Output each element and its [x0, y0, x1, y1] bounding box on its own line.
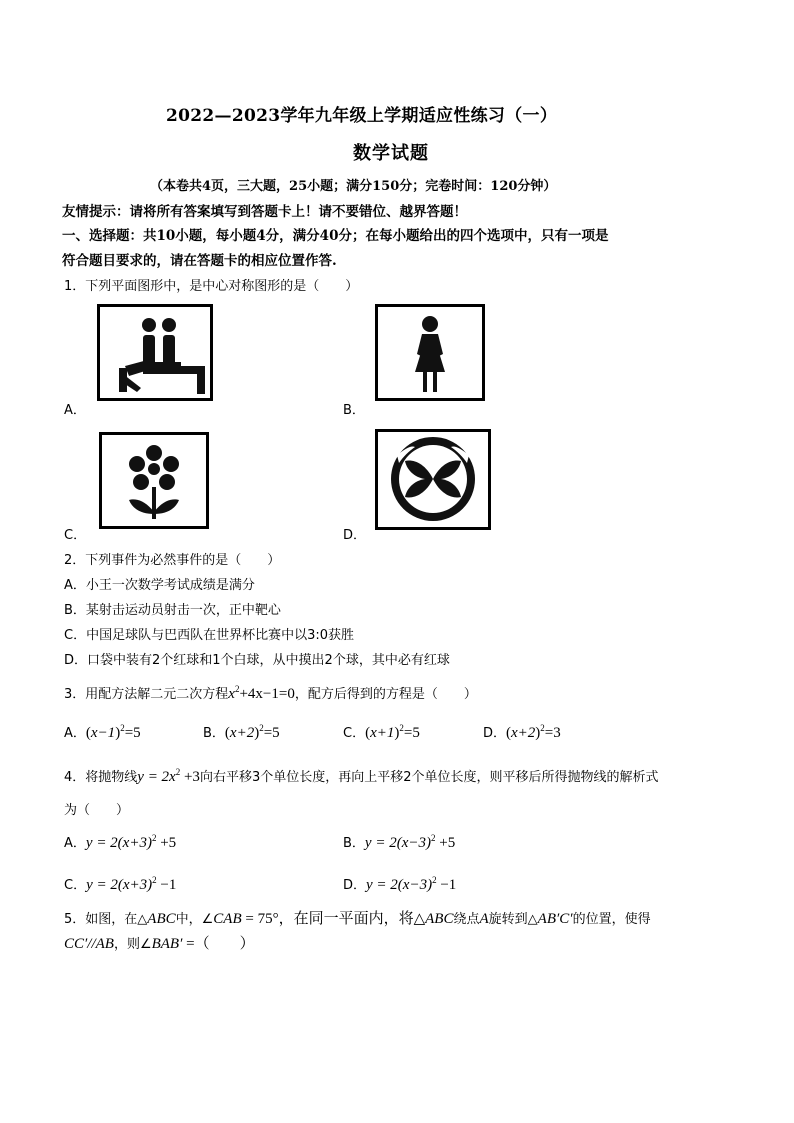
q4-option-b: B．$y = 2(x-3)^2 +5$	[343, 833, 456, 851]
q1-option-a-label: A．	[64, 403, 86, 418]
exam-subject: 数学试题	[353, 143, 429, 164]
q4-option-d: D．$y = 2(x-3)^2 -1$	[343, 875, 457, 893]
q1-option-c-label: C．	[64, 528, 87, 543]
q1-option-d-label: D．	[343, 528, 367, 543]
q5-line1: 5．如图，在△ABC中，∠CAB = 75°，在同一平面内，将△ABC绕点A旋转到△AB′C′的位置，使得	[64, 911, 651, 927]
q2-option-d: D．口袋中装有2个红球和1个白球，从中摸出2个球，其中必有红球	[64, 653, 450, 668]
q2-option-c: C．中国足球队与巴西队在世界杯比赛中以3:0获胜	[64, 628, 354, 643]
woman-symbol-icon	[375, 304, 485, 401]
flower-icon	[99, 432, 209, 529]
exam-title: 2022—2023学年九年级上学期适应性练习（一）	[166, 106, 558, 126]
q5-line2: CC′//AB，则∠BAB′ =（ ）	[64, 936, 255, 952]
circle-leaf-pattern-icon	[375, 429, 491, 530]
exam-info: （本卷共4页，三大题，25小题；满分150分；完卷时间：120分钟）	[150, 179, 557, 194]
q4-stem-line2: 为（ ）	[64, 803, 130, 818]
q3-option-a: A．$(x-1)^2=5$	[64, 723, 141, 741]
q3-option-b: B．$(x+2)^2=5$	[203, 723, 280, 741]
friendly-tip: 友情提示：请将所有答案填写到答题卡上！请不要错位、越界答题！	[62, 204, 467, 220]
people-on-bench-icon	[97, 304, 213, 401]
q4-option-c: C．$y = 2(x+3)^2 -1$	[64, 875, 177, 893]
q3-stem: 3．用配方法解二元二次方程$x^2+4x-1=0$，配方后得到的方程是（ ）	[64, 684, 477, 702]
q3-option-d: D．$(x+2)^2=3$	[483, 723, 561, 741]
q3-option-c: C．$(x+1)^2=5$	[343, 723, 420, 741]
q2-option-a: A．小王一次数学考试成绩是满分	[64, 578, 255, 593]
q4-stem: 4．将抛物线$y = 2x^2 +3$向右平移3个单位长度，再向上平移2个单位长度，则平移后所得抛物线的解析式	[64, 767, 659, 785]
q1-stem: 1．下列平面图形中，是中心对称图形的是（ ）	[64, 279, 359, 294]
q2-stem: 2．下列事件为必然事件的是（ ）	[64, 553, 281, 568]
q2-option-b: B．某射击运动员射击一次，正中靶心	[64, 603, 281, 618]
section1-line2: 符合题目要求的，请在答题卡的相应位置作答.	[62, 253, 337, 269]
q1-option-b-label: B．	[343, 403, 365, 418]
q4-option-a: A．$y = 2(x+3)^2 +5$	[64, 833, 177, 851]
section1-line1: 一、选择题：共10小题，每小题4分，满分40分；在每小题给出的四个选项中，只有一项是	[62, 228, 609, 244]
